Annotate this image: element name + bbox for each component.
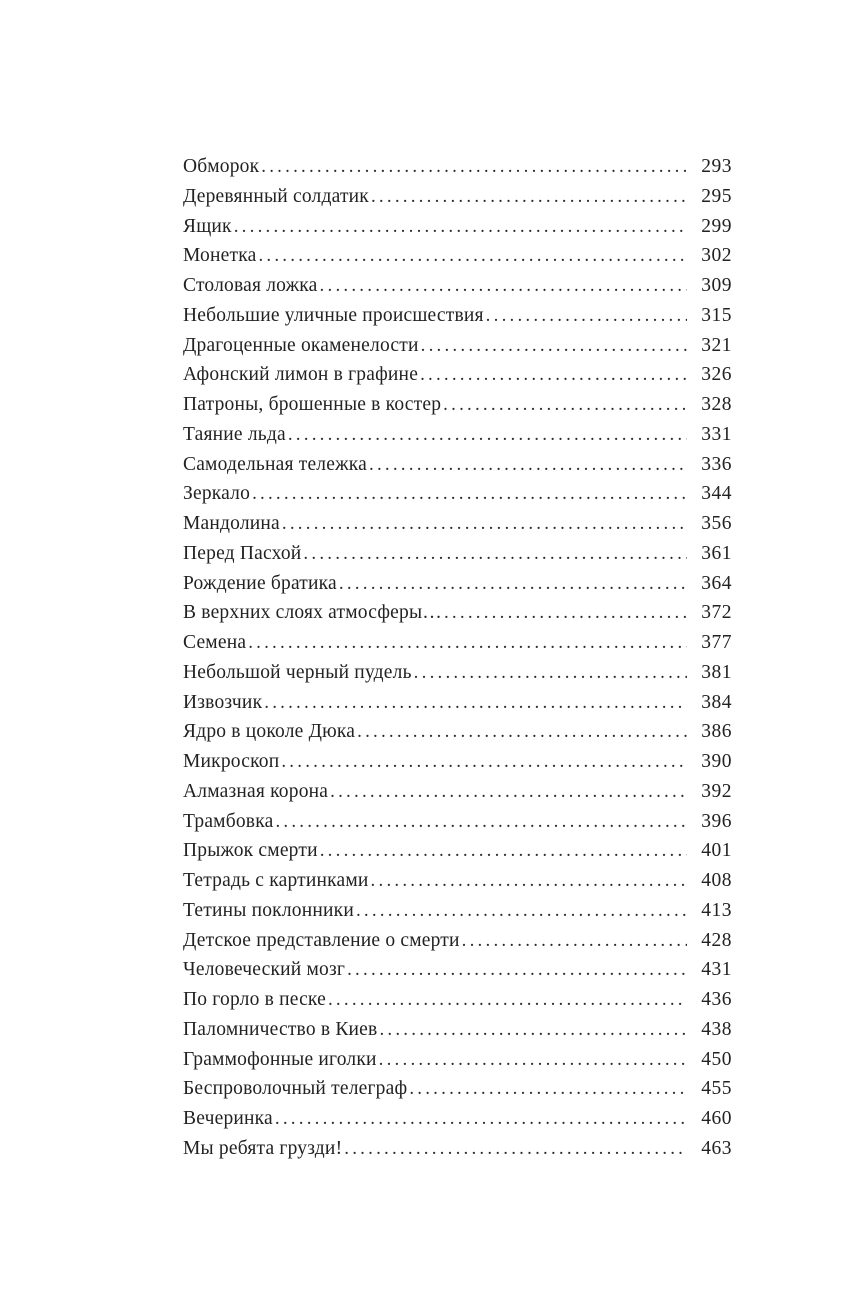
toc-entry-page-number: 436 xyxy=(701,989,732,1010)
dot-leader xyxy=(258,241,687,271)
dot-leader xyxy=(234,212,687,242)
toc-entry-title: Тетрадь с картинками xyxy=(183,870,369,891)
toc-entry-title: В верхних слоях атмосферы… xyxy=(183,602,442,624)
toc-entry-page-number: 396 xyxy=(701,810,732,832)
dot-leader xyxy=(339,569,687,599)
toc-entry-title: Драгоценные окаменелости xyxy=(183,334,419,356)
toc-entry xyxy=(183,866,732,896)
toc-entry-page-number: 302 xyxy=(701,245,732,267)
toc-entry-title: Ядро в цоколе Дюка xyxy=(183,721,356,743)
toc-entry xyxy=(183,926,732,956)
toc-entry-title: Столовая ложка xyxy=(183,275,318,296)
toc-entry xyxy=(183,509,732,539)
toc-entry-title: Деревянный солдатик xyxy=(183,185,369,207)
toc-entry-title: Небольшие уличные происшествия xyxy=(183,304,484,326)
dot-leader xyxy=(371,866,687,896)
dot-leader xyxy=(379,1045,687,1075)
toc-entry-page-number: 361 xyxy=(701,542,732,564)
toc-entry-page-number: 295 xyxy=(701,185,732,207)
dot-leader xyxy=(288,420,687,450)
dot-leader xyxy=(486,301,687,331)
toc-entry-title: Детское представление о смерти xyxy=(183,929,460,951)
toc-entry-page-number: 377 xyxy=(701,632,732,653)
dot-leader xyxy=(275,807,687,837)
dot-leader xyxy=(420,360,687,390)
toc-entry-page-number: 381 xyxy=(701,661,732,683)
toc-entry-page-number: 428 xyxy=(701,929,732,951)
dot-leader xyxy=(444,598,687,628)
dot-leader xyxy=(282,509,687,539)
toc-entry xyxy=(183,747,732,777)
toc-entry-title: Рождение братика xyxy=(183,572,337,594)
toc-entry-title: Тетины поклонники xyxy=(183,899,354,921)
toc-entry-title: Монетка xyxy=(183,245,257,267)
dot-leader xyxy=(275,1104,687,1134)
toc-entry-title: Прыжок смерти xyxy=(183,840,318,862)
toc-entry-page-number: 450 xyxy=(701,1048,732,1070)
toc-entry xyxy=(183,658,732,688)
toc-entry xyxy=(183,539,732,569)
toc-entry-title: Ящик xyxy=(183,215,232,237)
dot-leader xyxy=(379,1015,687,1045)
toc-entry xyxy=(183,1015,732,1045)
dot-leader xyxy=(462,926,687,956)
toc-entry-title: Зеркало xyxy=(183,483,251,505)
dot-leader xyxy=(252,479,687,509)
toc-entry-page-number: 299 xyxy=(701,215,732,237)
dot-leader xyxy=(248,628,687,658)
toc-entry-title: Мы ребята грузди! xyxy=(183,1137,343,1159)
toc-entry-title: Беспроволочный телеграф xyxy=(183,1078,408,1100)
dot-leader xyxy=(320,836,687,866)
toc-entry-title: Небольшой черный пудель xyxy=(183,661,412,683)
toc-entry-title: Афонский лимон в графине xyxy=(183,364,419,386)
toc-entry xyxy=(183,271,732,301)
toc-entry xyxy=(183,1045,732,1075)
toc-entry-title: Микроскоп xyxy=(183,751,280,772)
toc-entry-page-number: 413 xyxy=(701,899,732,921)
toc-entry-page-number: 315 xyxy=(701,304,732,326)
toc-entry xyxy=(183,450,732,480)
toc-entry xyxy=(183,688,732,718)
toc-entry xyxy=(183,807,732,837)
toc-entry-page-number: 356 xyxy=(701,513,732,534)
dot-leader xyxy=(330,777,687,807)
toc-entry-page-number: 401 xyxy=(701,840,732,862)
toc-entry-title: Обморок xyxy=(183,156,260,177)
toc-entry-page-number: 390 xyxy=(701,751,732,772)
toc-entry-title: По горло в песке xyxy=(183,989,326,1010)
toc-entry-title: Паломничество в Киев xyxy=(183,1018,378,1040)
toc-entry-page-number: 438 xyxy=(701,1018,732,1040)
toc-entry-page-number: 460 xyxy=(701,1108,732,1129)
toc-entry-page-number: 328 xyxy=(701,394,732,415)
toc-entry xyxy=(183,777,732,807)
toc-entry xyxy=(183,212,732,242)
toc-entry xyxy=(183,628,732,658)
toc-entry-title: Патроны, брошенные в костер xyxy=(183,394,442,415)
toc-entry-title: Граммофонные иголки xyxy=(183,1048,377,1070)
toc-entry-title: Перед Пасхой xyxy=(183,542,302,564)
toc-entry-page-number: 321 xyxy=(701,334,732,356)
dot-leader xyxy=(357,717,687,747)
toc-entry xyxy=(183,1134,732,1164)
toc-entry-title: Семена xyxy=(183,632,247,653)
table-of-contents xyxy=(183,152,732,1164)
toc-entry-page-number: 455 xyxy=(701,1078,732,1100)
dot-leader xyxy=(328,985,687,1015)
toc-entry xyxy=(183,985,732,1015)
dot-leader xyxy=(320,271,687,301)
toc-entry-title: Трамбовка xyxy=(183,810,274,832)
toc-entry-page-number: 336 xyxy=(701,453,732,475)
toc-entry-title: Самодельная тележка xyxy=(183,453,367,475)
toc-entry xyxy=(183,479,732,509)
dot-leader xyxy=(347,955,687,985)
dot-leader xyxy=(443,390,687,420)
dot-leader xyxy=(421,331,687,361)
toc-entry-title: Алмазная корона xyxy=(183,780,329,802)
toc-entry-page-number: 372 xyxy=(701,602,732,624)
toc-entry xyxy=(183,331,732,361)
toc-entry xyxy=(183,390,732,420)
dot-leader xyxy=(261,152,687,182)
toc-entry xyxy=(183,420,732,450)
toc-entry-title: Вечеринка xyxy=(183,1108,273,1129)
toc-entry-page-number: 408 xyxy=(701,870,732,891)
toc-entry-title: Таяние льда xyxy=(183,423,286,445)
dot-leader xyxy=(344,1134,687,1164)
toc-entry-title: Мандолина xyxy=(183,513,280,534)
toc-entry xyxy=(183,301,732,331)
dot-leader xyxy=(303,539,687,569)
toc-entry-page-number: 384 xyxy=(701,691,732,713)
dot-leader xyxy=(369,450,687,480)
toc-entry xyxy=(183,360,732,390)
dot-leader xyxy=(371,182,687,212)
toc-entry-page-number: 386 xyxy=(701,721,732,743)
toc-entry xyxy=(183,896,732,926)
toc-entry xyxy=(183,836,732,866)
dot-leader xyxy=(281,747,687,777)
toc-entry xyxy=(183,241,732,271)
toc-entry-title: Человеческий мозг xyxy=(183,959,346,981)
toc-entry-page-number: 364 xyxy=(701,572,732,594)
toc-entry xyxy=(183,1104,732,1134)
toc-entry xyxy=(183,182,732,212)
toc-entry-page-number: 463 xyxy=(701,1137,732,1159)
dot-leader xyxy=(409,1074,687,1104)
toc-entry-title: Извозчик xyxy=(183,691,263,713)
toc-entry xyxy=(183,717,732,747)
toc-entry xyxy=(183,1074,732,1104)
toc-entry-page-number: 309 xyxy=(701,275,732,296)
toc-entry-page-number: 326 xyxy=(701,364,732,386)
toc-entry-page-number: 293 xyxy=(701,156,732,177)
toc-entry-page-number: 431 xyxy=(701,959,732,981)
toc-entry-page-number: 344 xyxy=(701,483,732,505)
dot-leader xyxy=(414,658,687,688)
toc-entry xyxy=(183,152,732,182)
toc-entry xyxy=(183,569,732,599)
toc-entry-page-number: 331 xyxy=(701,423,732,445)
toc-entry-page-number: 392 xyxy=(701,780,732,802)
toc-entry xyxy=(183,955,732,985)
dot-leader xyxy=(264,688,687,718)
dot-leader xyxy=(356,896,687,926)
toc-entry xyxy=(183,598,732,628)
